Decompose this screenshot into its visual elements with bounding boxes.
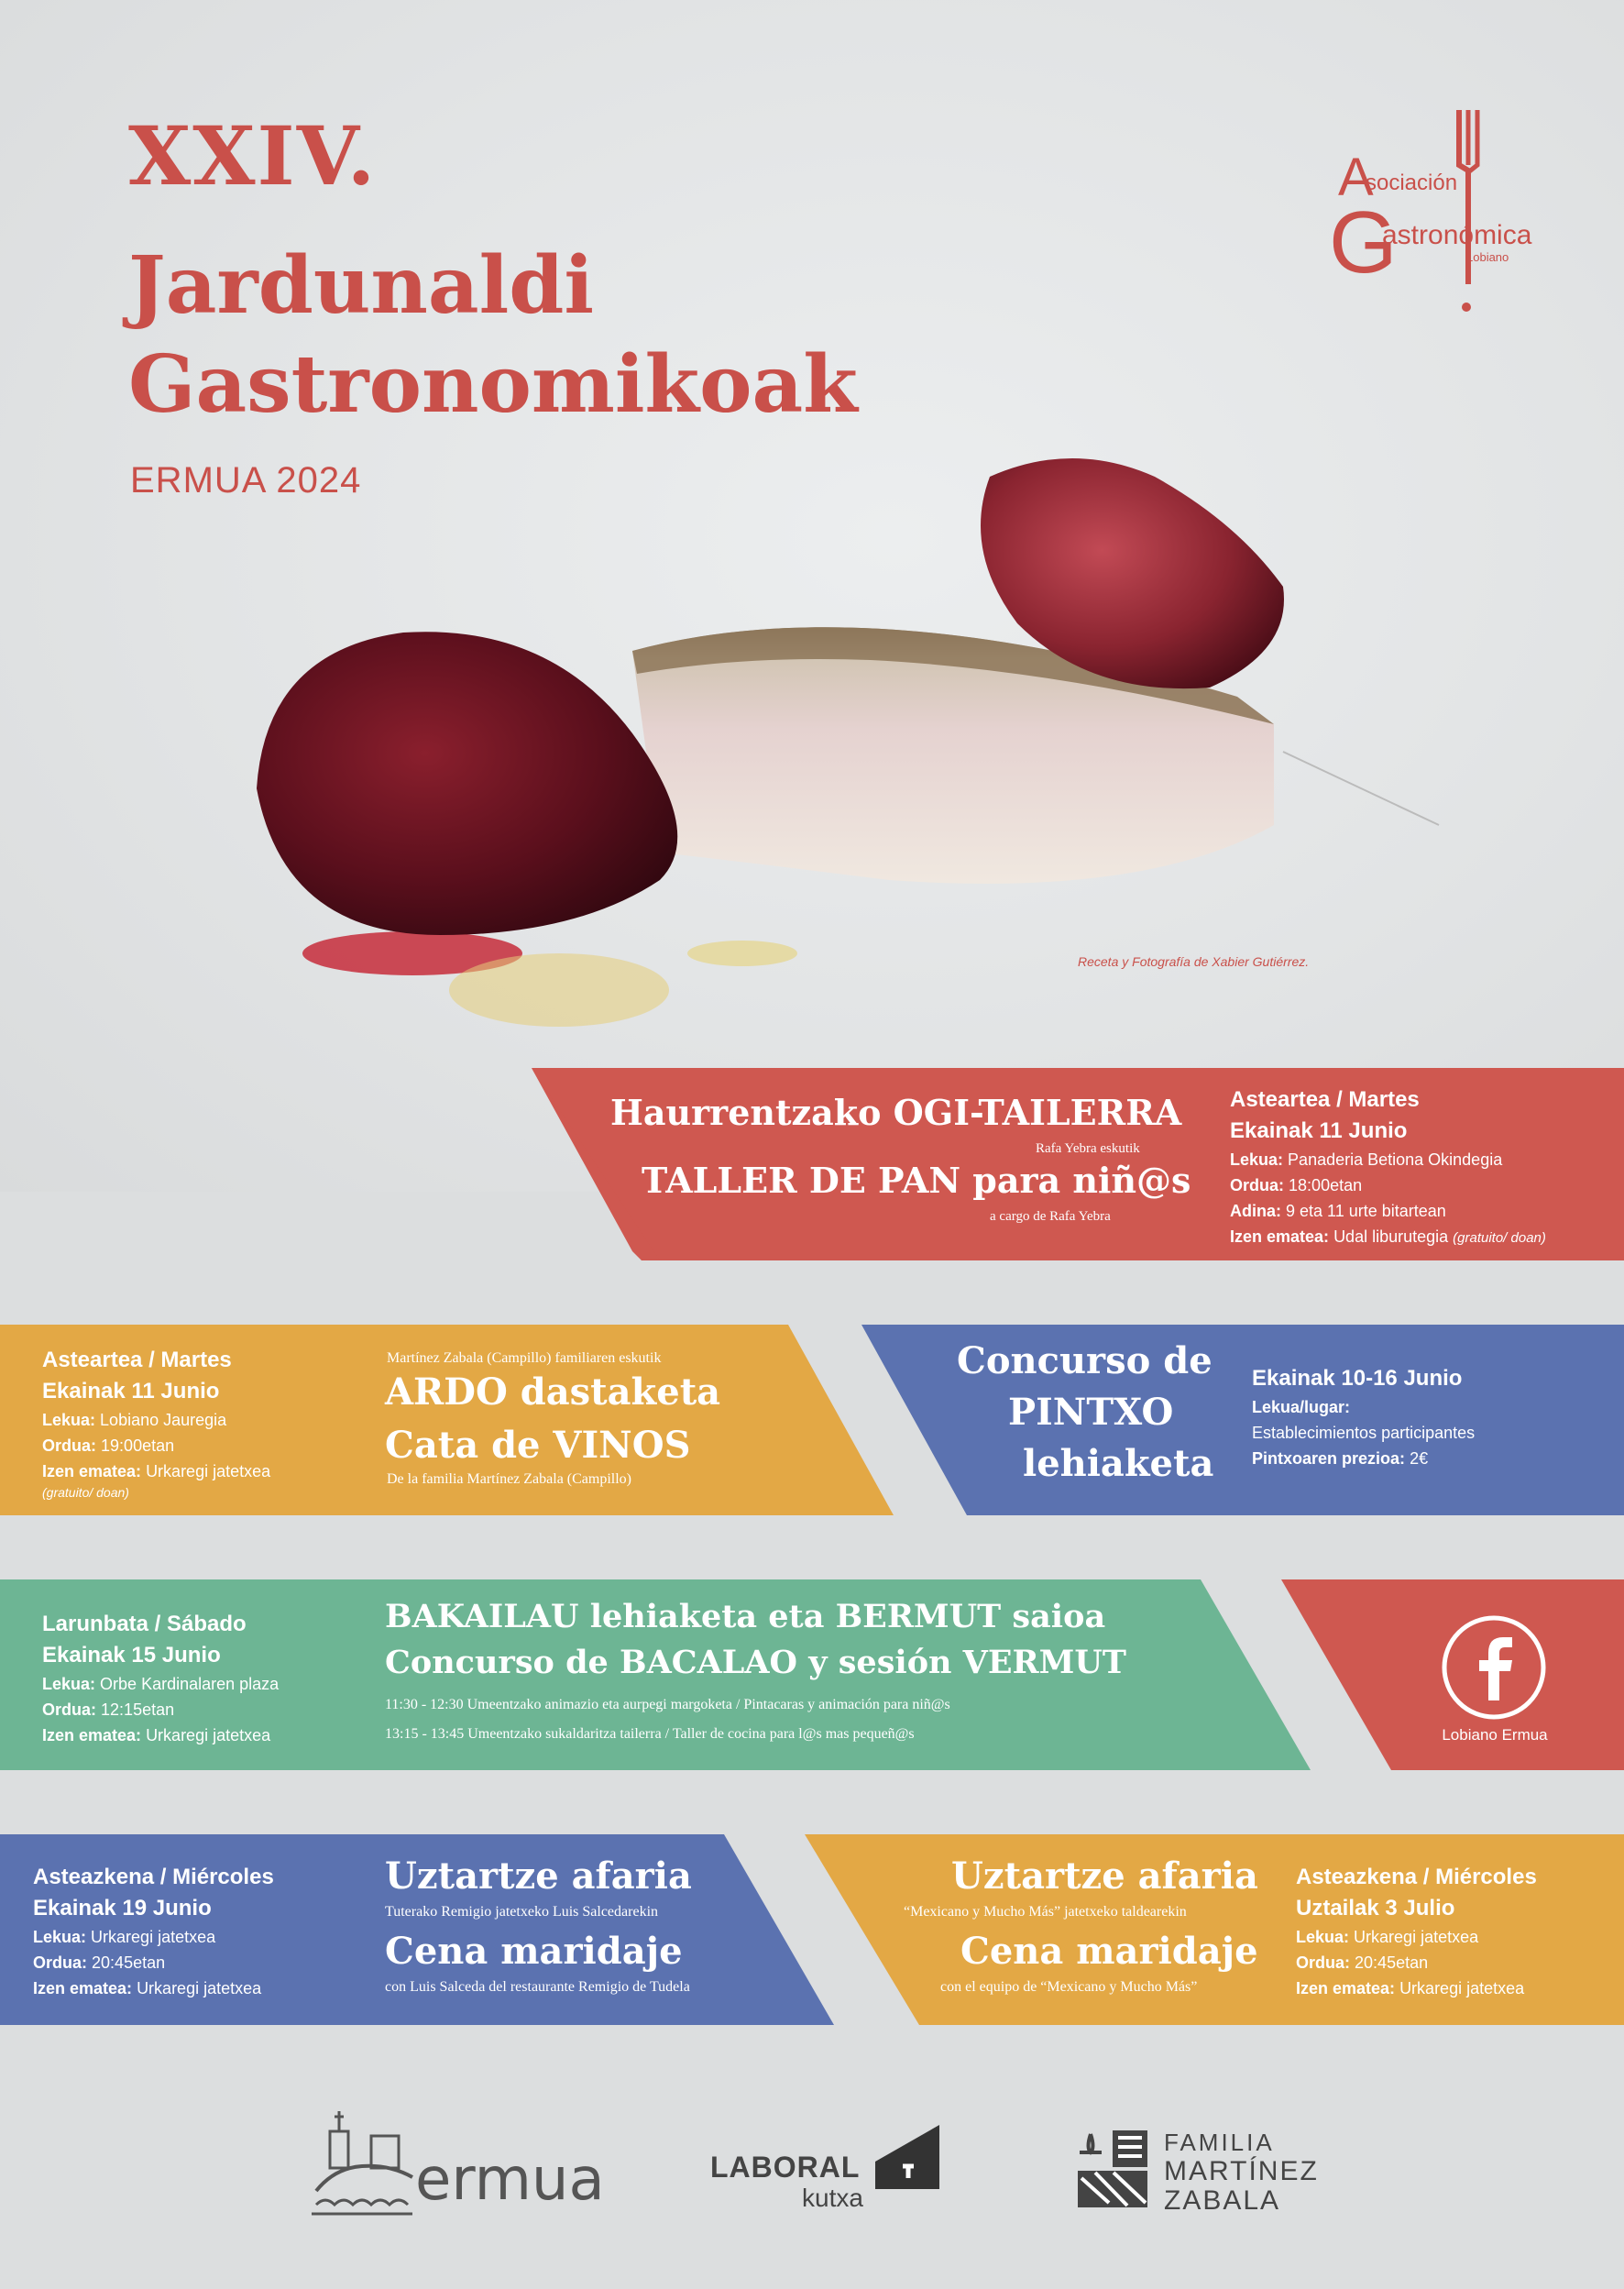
wine-time-label: Ordua: [42, 1436, 97, 1455]
wine-time: 19:00etan [101, 1436, 175, 1455]
bread-time-label: Ordua: [1230, 1176, 1285, 1194]
event-dinner2 [805, 1834, 1624, 2025]
bread-title-eu: Haurrentzako OGI-TAILERRA [610, 1092, 1182, 1133]
pintxo-title-3: lehiaketa [1023, 1442, 1214, 1485]
bread-signup-label: Izen ematea: [1230, 1227, 1330, 1246]
dinner1-place: Urkaregi jatetxea [91, 1928, 216, 1946]
logo-astronomica: astronómica [1382, 220, 1532, 250]
pintxo-date: Ekainak 10-16 Junio [1252, 1366, 1463, 1391]
edition-number: XXIV. [128, 108, 378, 204]
dinner1-by-eu: Tuterako Remigio jatetxeko Luis Salcedarekin [385, 1904, 659, 1920]
bread-by-es: a cargo de Rafa Yebra [990, 1209, 1111, 1224]
dinner1-title-eu: Uztartze afaria [385, 1854, 692, 1898]
bread-place-label: Lekua: [1230, 1150, 1284, 1169]
event-pintxo [861, 1325, 1624, 1515]
wine-signup-label: Izen ematea: [42, 1462, 142, 1480]
social-label[interactable]: Lobiano Ermua [1442, 1726, 1548, 1744]
dinner1-signup-label: Izen ematea: [33, 1979, 133, 1997]
bread-age-label: Adina: [1230, 1202, 1281, 1220]
cod-schedule-2: 13:15 - 13:45 Umeentzako sukaldaritza tailerra / Taller de cocina para l@s mas pequeñ@s [385, 1726, 915, 1742]
zabala-wordmark: ZABALA [1164, 2185, 1281, 2216]
logo-lobiano: Lobiano [1466, 250, 1509, 264]
laboral-wordmark: LABORAL [710, 2151, 861, 2184]
cod-time-label: Ordua: [42, 1700, 97, 1719]
cod-time: 12:15etan [101, 1700, 175, 1719]
dinner2-signup-label: Izen ematea: [1296, 1979, 1396, 1997]
family-crest-icon [1072, 2125, 1155, 2212]
cod-signup: Urkaregi jatetxea [146, 1726, 271, 1744]
bread-signup: Udal liburutegia [1333, 1227, 1449, 1246]
wine-signup: Urkaregi jatetxea [146, 1462, 271, 1480]
social-block[interactable] [1281, 1579, 1624, 1770]
cod-schedule-1: 11:30 - 12:30 Umeentzako animazio eta aurpegi margoketa / Pintacaras y animación para niñ@s [385, 1697, 950, 1712]
event-wine [0, 1325, 894, 1515]
logo-letter-a: A [1338, 148, 1374, 207]
dinner1-by-es: con Luis Salceda del restaurante Remigio de Tudela [385, 1979, 690, 1995]
wine-signup-note: (gratuito/ doan) [42, 1485, 129, 1500]
wine-date: Ekainak 11 Junio [42, 1379, 220, 1403]
wine-by-es: De la familia Martínez Zabala (Campillo) [387, 1471, 631, 1487]
dinner2-title-eu: Uztartze afaria [951, 1854, 1258, 1898]
wine-by-eu: Martínez Zabala (Campillo) familiaren eskutik [387, 1350, 662, 1366]
dinner1-title-es: Cena maridaje [385, 1930, 683, 1973]
event-bread [532, 1068, 1624, 1260]
dinner2-by-eu: “Mexicano y Mucho Más” jatetxeko taldearekin [904, 1904, 1187, 1920]
pintxo-place: Establecimientos participantes [1252, 1424, 1476, 1442]
event-cod [0, 1579, 1311, 1770]
bread-by-eu: Rafa Yebra eskutik [1036, 1141, 1140, 1156]
cod-place-label: Lekua: [42, 1675, 96, 1693]
dinner2-date: Uztailak 3 Julio [1296, 1896, 1455, 1920]
edition-subtitle: ERMUA 2024 [130, 460, 362, 501]
ermua-wordmark: ermua [415, 2146, 605, 2214]
dinner2-day: Asteazkena / Miércoles [1296, 1865, 1537, 1889]
pintxo-place-label: Lekua/lugar: [1252, 1398, 1351, 1416]
bread-date: Ekainak 11 Junio [1230, 1118, 1408, 1143]
dinner1-time-label: Ordua: [33, 1953, 88, 1972]
logo-sociacion: sociación [1366, 171, 1458, 195]
dinner1-time: 20:45etan [92, 1953, 166, 1972]
bread-title-es: TALLER DE PAN para niñ@s [642, 1160, 1191, 1201]
dinner2-title-es: Cena maridaje [960, 1930, 1258, 1973]
wine-place-label: Lekua: [42, 1411, 96, 1429]
dinner2-time-label: Ordua: [1296, 1953, 1351, 1972]
cod-title-es: Concurso de BACALAO y sesión VERMUT [385, 1644, 1126, 1681]
sponsor-martinez-zabala [1072, 2125, 1347, 2217]
dinner2-signup: Urkaregi jatetxea [1399, 1979, 1525, 1997]
town-hall-icon [307, 2104, 417, 2223]
dinner1-day: Asteazkena / Miércoles [33, 1865, 274, 1889]
cod-date: Ekainak 15 Junio [42, 1643, 221, 1667]
dinner1-date: Ekainak 19 Junio [33, 1896, 212, 1920]
dinner2-time: 20:45etan [1355, 1953, 1429, 1972]
dinner2-by-es: con el equipo de “Mexicano y Mucho Más” [940, 1979, 1198, 1995]
dinner1-place-label: Lekua: [33, 1928, 87, 1946]
dinner2-place: Urkaregi jatetxea [1354, 1928, 1479, 1946]
event-dinner1 [0, 1834, 834, 2025]
pintxo-title-2: PINTXO [1008, 1391, 1174, 1434]
wine-title-es: Cata de VINOS [385, 1424, 691, 1467]
dish-photo [229, 422, 1512, 1082]
dinner2-place-label: Lekua: [1296, 1928, 1350, 1946]
sponsor-laboral-kutxa [710, 2125, 958, 2217]
wine-title-eu: ARDO dastaketa [385, 1370, 721, 1414]
martinez-wordmark: MARTÍNEZ [1164, 2156, 1319, 2186]
sponsor-ermua [307, 2104, 619, 2232]
pintxo-title-1: Concurso de [957, 1339, 1213, 1382]
association-logo [1329, 101, 1567, 312]
cod-day: Larunbata / Sábado [42, 1612, 247, 1636]
title-line-2: Gastronomikoak [128, 338, 858, 431]
bread-day: Asteartea / Martes [1230, 1087, 1420, 1112]
cod-place: Orbe Kardinalaren plaza [100, 1675, 280, 1693]
familia-wordmark: FAMILIA [1164, 2129, 1275, 2156]
cod-title-eu: BAKAILAU lehiaketa eta BERMUT saioa [385, 1598, 1106, 1635]
laboral-kutxa-icon [866, 2125, 949, 2207]
pintxo-price-label: Pintxoaren prezioa: [1252, 1449, 1406, 1468]
cod-signup-label: Izen ematea: [42, 1726, 142, 1744]
bread-age: 9 eta 11 urte bitartean [1286, 1202, 1446, 1220]
kutxa-wordmark: kutxa [802, 2184, 863, 2212]
title-line-1: Jardunaldi [128, 239, 595, 332]
facebook-icon[interactable] [1441, 1614, 1547, 1721]
dinner1-signup: Urkaregi jatetxea [137, 1979, 262, 1997]
pintxo-price: 2€ [1410, 1449, 1429, 1468]
bread-time: 18:00etan [1289, 1176, 1363, 1194]
wine-day: Asteartea / Martes [42, 1348, 232, 1372]
photo-credit: Receta y Fotografía de Xabier Gutiérrez. [1078, 954, 1310, 969]
bread-signup-note: (gratuito/ doan) [1453, 1230, 1546, 1246]
bread-place: Panaderia Betiona Okindegia [1288, 1150, 1503, 1169]
logo-letter-g: G [1329, 193, 1398, 292]
wine-place: Lobiano Jauregia [100, 1411, 227, 1429]
